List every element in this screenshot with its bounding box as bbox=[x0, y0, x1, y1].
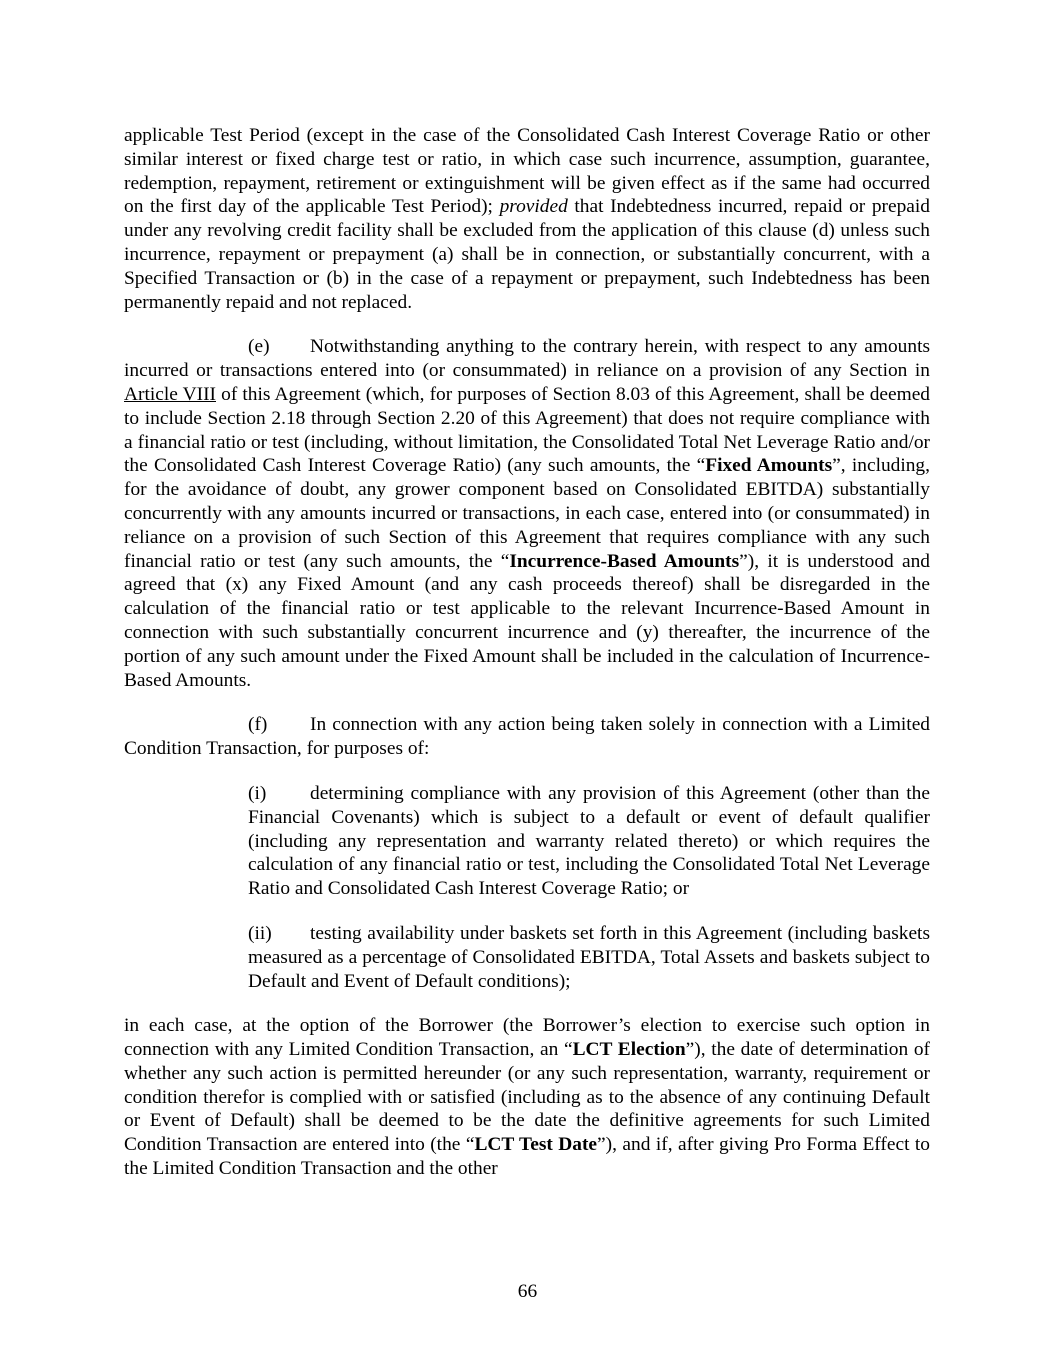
paragraph-d-continuation: applicable Test Period (except in the case of the Consolidated Cash Interest Coverage Ratio or other similar interest or fixed charge test or ratio, in which case such incurrence, assumption, guarantee, redemption, repayment, retirement or extinguishment will be given effect as if the same had occurred on the first day of the applicable Test Period); provided that Indebtedness incurred, repaid or prepaid under any revolving credit facility shall be excluded from the application of this clause (d) unless such incurrence, repayment or prepayment (a) shall be in connection, or substantially concurrent, with a Specified Transaction or (b) in the case of a repayment or prepayment, such Indebtedness has been permanently repaid and not replaced. bbox=[124, 125, 931, 313]
article-viii-link[interactable]: Article VIII bbox=[124, 383, 216, 405]
subparagraph-ii: (ii) testing availability under baskets set forth in this Agreement (including baskets measured as a percentage of Consolidated EBITDA, Total Assets and baskets subject to Default and Event of Default conditions); bbox=[248, 922, 930, 992]
lct-election-term: LCT Election bbox=[572, 1039, 686, 1061]
subparagraph-ii-label: (ii) bbox=[248, 922, 272, 944]
paragraph-lct-election: in each case, at the option of the Borrower (the Borrower’s election to exercise such option in connection with any Limited Condition Transaction, an “LCT Election”), the date of determination of whether any such action is permitted hereunder (or any such representation, warranty, requirement or condition therefor is complied with or satisfied (including as to the absence of any continuing Default or Event of Default) shall be deemed to be the date the definitive agreements for such Limited Condition Transaction are entered into (the “LCT Test Date”), and if, after giving Pro Forma Effect to the Limited Condition Transaction and the other bbox=[124, 1015, 931, 1180]
paragraph-f: (f) In connection with any action being taken solely in connection with a Limited Condition Transaction, for purposes of: bbox=[124, 714, 930, 760]
subparagraph-i: (i) determining compliance with any provision of this Agreement (other than the Financial Covenants) which is subject to a default or event of default qualifier (including any representation and warranty related thereto) or which requires the calculation of any financial ratio or test, including the Consolidated Total Net Leverage Ratio and Consolidated Cash Interest Coverage Ratio; or bbox=[248, 782, 930, 900]
document-body bbox=[124, 124, 930, 1181]
subparagraph-i-label: (i) bbox=[248, 782, 267, 804]
page-number: 66 bbox=[517, 1281, 538, 1302]
paragraph-f-label: (f) bbox=[248, 714, 268, 736]
incurrence-based-amounts-term: Incurrence-Based Amounts bbox=[509, 550, 740, 572]
paragraph-e-label: (e) bbox=[248, 336, 270, 358]
fixed-amounts-term: Fixed Amounts bbox=[705, 455, 833, 477]
provided-italic: provided bbox=[499, 196, 568, 218]
paragraph-e: (e) Notwithstanding anything to the contrary herein, with respect to any amounts incurred or transactions entered into (or consummated) in reliance on a provision of any Section in Article VIII of this Agreement (which, for purposes of Section 8.03 of this Agreement, shall be deemed to include Section 2.18 through Section 2.20 of this Agreement) that does not require compliance with a financial ratio or test (including, without limitation, the Consolidated Total Net Leverage Ratio and/or the Consolidated Cash Interest Coverage Ratio) (any such amounts, the “Fixed Amounts”, including, for the avoidance of doubt, any grower component based on Consolidated EBITDA) substantially concurrently with any amounts incurred or transactions, in each case, entered into (or consummated) in reliance on a provision of such Section of this Agreement that requires compliance with any such financial ratio or test (any such amounts, the “Incurrence-Based Amounts”), it is understood and agreed that (x) any Fixed Amount (and any cash proceeds thereof) shall be disregarded in the calculation of the financial ratio or test applicable to the relevant Incurrence-Based Amount in connection with such substantially concurrent incurrence and (y) thereafter, the incurrence of the portion of any such amount under the Fixed Amount shall be included in the calculation of Incurrence-Based Amounts. bbox=[124, 336, 930, 691]
lct-test-date-term: LCT Test Date bbox=[474, 1134, 598, 1156]
